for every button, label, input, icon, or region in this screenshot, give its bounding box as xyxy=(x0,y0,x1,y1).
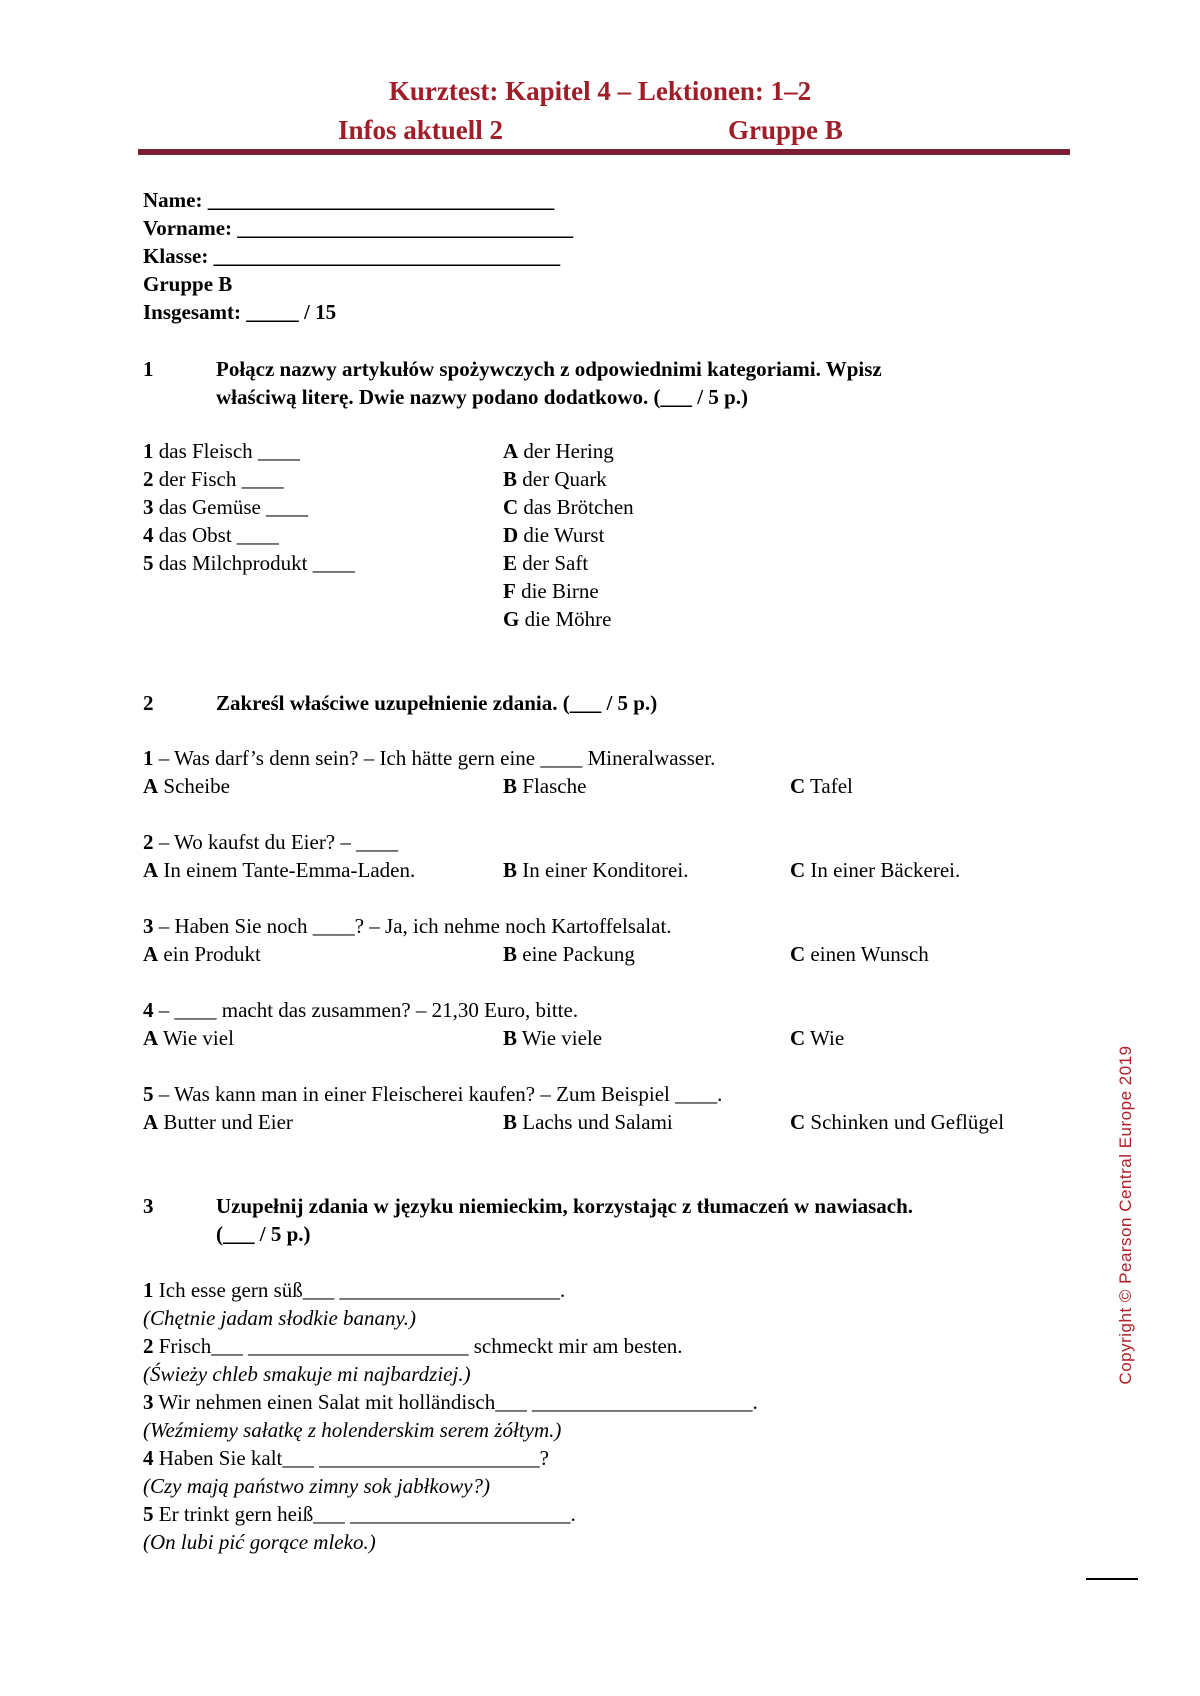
ex2-option-b[interactable]: B In einer Konditorei. xyxy=(503,858,689,882)
ex3-sentence[interactable]: 3 Wir nehmen einen Salat mit holländisch___ _____________________. xyxy=(143,1390,758,1414)
ex2-option-b[interactable]: B eine Packung xyxy=(503,942,635,966)
ex3-instruction-line2: (___ / 5 p.) xyxy=(216,1222,311,1246)
ex3-translation: (Czy mają państwo zimny sok jabłkowy?) xyxy=(143,1474,491,1498)
ex1-right-item: C das Brötchen xyxy=(503,495,634,519)
ex1-left-item: 4 das Obst ____ xyxy=(143,523,279,547)
ex2-option-a[interactable]: A Butter und Eier xyxy=(143,1110,293,1134)
ex1-right-item: G die Möhre xyxy=(503,607,612,631)
ex2-option-a[interactable]: A Scheibe xyxy=(143,774,230,798)
ex3-translation: (Chętnie jadam słodkie banany.) xyxy=(143,1306,416,1330)
ex3-translation: (On lubi pić gorące mleko.) xyxy=(143,1530,376,1554)
ex1-right-item: D die Wurst xyxy=(503,523,605,547)
gruppe-label: Gruppe B xyxy=(143,272,233,296)
ex1-left-item: 2 der Fisch ____ xyxy=(143,467,284,491)
ex2-question: 2 – Wo kaufst du Eier? – ____ xyxy=(143,830,399,854)
book-title: Infos aktuell 2 xyxy=(338,115,504,145)
ex2-option-b[interactable]: B Lachs und Salami xyxy=(503,1110,673,1134)
footer-rule xyxy=(1086,1578,1138,1580)
insgesamt-field[interactable]: Insgesamt: _____ / 15 xyxy=(143,300,337,324)
ex3-sentence[interactable]: 5 Er trinkt gern heiß___ _____________________. xyxy=(143,1502,576,1526)
ex1-right-item: A der Hering xyxy=(503,439,614,463)
ex2-instruction: Zakreśl właściwe uzupełnienie zdania. (___ / 5 p.) xyxy=(216,691,658,715)
ex2-option-b[interactable]: B Wie viele xyxy=(503,1026,603,1050)
klasse-field[interactable]: Klasse: _________________________________ xyxy=(143,244,561,268)
ex2-option-a[interactable]: A In einem Tante-Emma-Laden. xyxy=(143,858,416,882)
ex1-right-item: E der Saft xyxy=(503,551,589,575)
ex1-instruction-line2: właściwą literę. Dwie nazwy podano dodatkowo. (___ / 5 p.) xyxy=(216,385,749,409)
name-field[interactable]: Name: _________________________________ xyxy=(143,188,555,212)
ex2-option-a[interactable]: A Wie viel xyxy=(143,1026,234,1050)
ex1-left-item: 5 das Milchprodukt ____ xyxy=(143,551,355,575)
ex2-option-b[interactable]: B Flasche xyxy=(503,774,587,798)
ex1-left-item: 1 das Fleisch ____ xyxy=(143,439,300,463)
ex2-question: 3 – Haben Sie noch ____? – Ja, ich nehme noch Kartoffelsalat. xyxy=(143,914,672,938)
ex3-number: 3 xyxy=(143,1194,154,1218)
ex2-number: 2 xyxy=(143,691,154,715)
ex3-sentence[interactable]: 4 Haben Sie kalt___ _____________________? xyxy=(143,1446,549,1470)
ex1-number: 1 xyxy=(143,357,154,381)
ex2-option-c[interactable]: C Tafel xyxy=(790,774,853,798)
ex3-instruction-line1: Uzupełnij zdania w języku niemieckim, korzystając z tłumaczeń w nawiasach. xyxy=(216,1194,914,1218)
ex3-translation: (Weźmiemy sałatkę z holenderskim serem żółtym.) xyxy=(143,1418,562,1442)
vorname-field[interactable]: Vorname: ________________________________ xyxy=(143,216,574,240)
ex3-sentence[interactable]: 1 Ich esse gern süß___ _____________________. xyxy=(143,1278,566,1302)
ex2-question: 1 – Was darf’s denn sein? – Ich hätte gern eine ____ Mineralwasser. xyxy=(143,746,716,770)
header-rule xyxy=(138,149,1070,155)
ex1-left-item: 3 das Gemüse ____ xyxy=(143,495,309,519)
ex3-translation: (Świeży chleb smakuje mi najbardziej.) xyxy=(143,1362,471,1386)
ex2-option-c[interactable]: C Schinken und Geflügel xyxy=(790,1110,1005,1134)
ex2-question: 4 – ____ macht das zusammen? – 21,30 Euro, bitte. xyxy=(143,998,579,1022)
ex1-right-item: B der Quark xyxy=(503,467,607,491)
ex2-option-c[interactable]: C In einer Bäckerei. xyxy=(790,858,961,882)
ex3-sentence[interactable]: 2 Frisch___ _____________________ schmeckt mir am besten. xyxy=(143,1334,683,1358)
copyright-notice: Copyright © Pearson Central Europe 2019 xyxy=(1116,1045,1135,1385)
ex2-option-a[interactable]: A ein Produkt xyxy=(143,942,261,966)
group-title: Gruppe B xyxy=(728,115,843,145)
page-title: Kurztest: Kapitel 4 – Lektionen: 1–2 xyxy=(388,76,812,106)
ex1-instruction-line1: Połącz nazwy artykułów spożywczych z odpowiednimi kategoriami. Wpisz xyxy=(216,357,882,381)
ex1-right-item: F die Birne xyxy=(503,579,599,603)
ex2-option-c[interactable]: C Wie xyxy=(790,1026,845,1050)
ex2-option-c[interactable]: C einen Wunsch xyxy=(790,942,929,966)
ex2-question: 5 – Was kann man in einer Fleischerei kaufen? – Zum Beispiel ____. xyxy=(143,1082,723,1106)
